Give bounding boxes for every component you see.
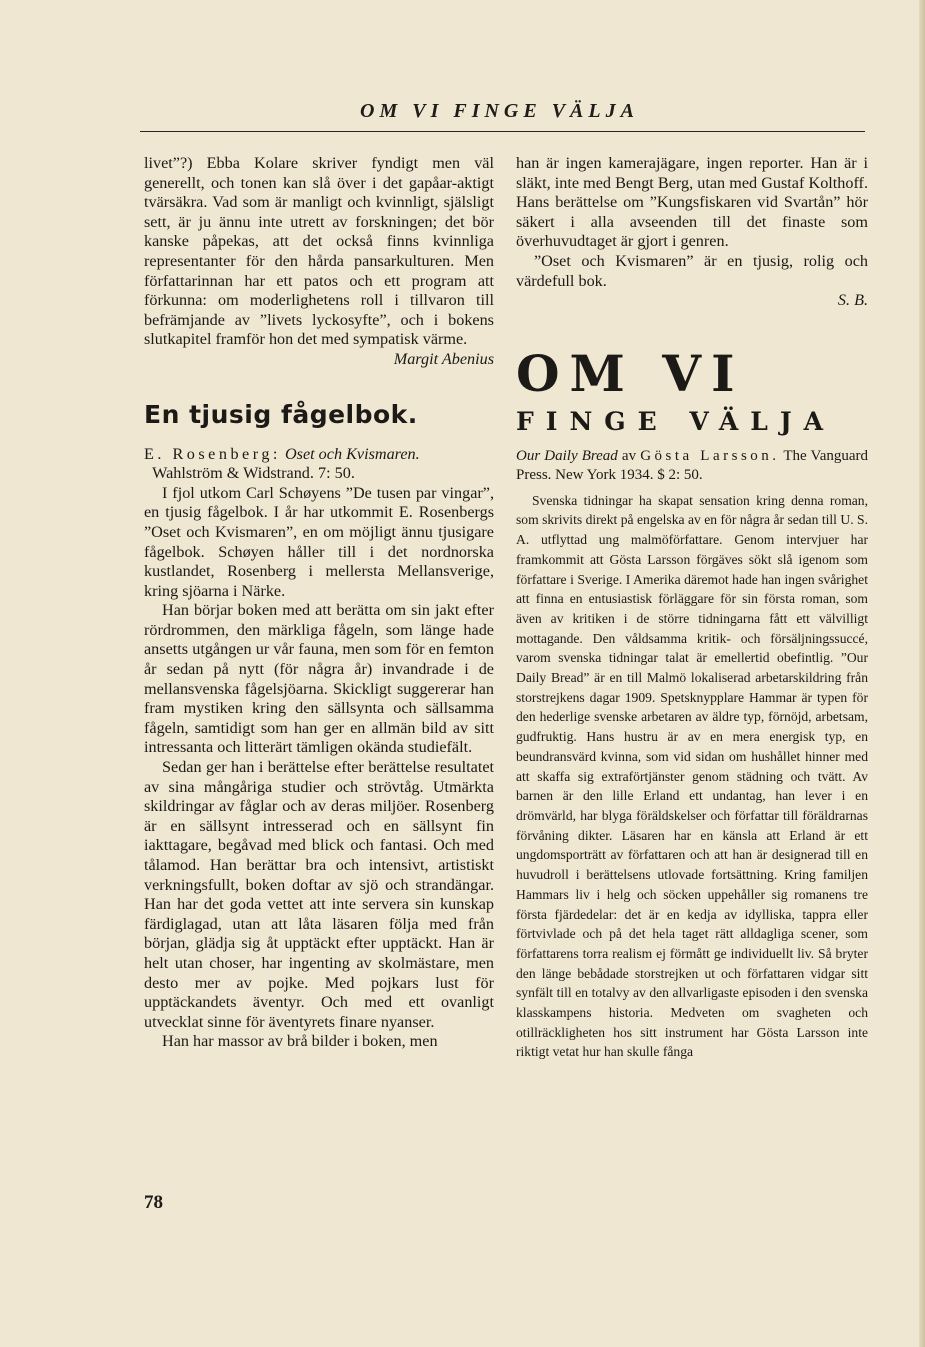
closing-line [516,252,868,291]
signature-line [516,291,868,311]
signature: S. B. [837,291,868,310]
continuation-paragraph: han är ingen kamerajägare, ingen reporter. Han är i släkt, inte med Bengt Berg, utan med Gustaf Kolthoff. Hans berättelse om ”Kungsfiskaren vid Svartån” hör säkert i alla avseenden till det finaste som överhuvudtaget är gjort i genren. [516,154,868,251]
signature-line [144,350,494,370]
body-paragraph: Han börjar boken med att berätta om sin jakt efter rördrommen, den märkliga fågeln, som länge hade ansetts utgången ur vår fauna, men som för en femton år sedan på nytt (för några år) invandrade i de mellansvenska fågelsjöarna. Skickligt suggererar han fram mystiken kring den sällsynta och sällsamma fågeln, samtidigt som han ger en allmän bild av sitt intressanta och litterärt tämligen okända studiefält. [144,601,494,757]
review-citation [144,445,494,484]
closing-paragraph: ”Oset och Kvismaren” är en tjusig, rolig och värdefull bok. [516,251,868,290]
book-citation [516,447,868,485]
page-number: 78 [144,1192,163,1213]
signature: Margit Abenius [393,349,494,368]
book-publisher: The Vanguard Press. New York 1934. $ 2: 50. [516,447,869,483]
book-title: Our Daily Bread [516,447,618,464]
review-author: E. Rosenberg: [144,444,281,463]
opening-paragraph: livet”?) Ebba Kolare skriver fyndigt men väl generellt, och tonen kan slå över i det gapåar-aktigt tvärsäkra. Vad som är manligt och kvinnligt, själsligt sett, är ju ännu inte utrett av forskningen; det bör kanske påpekas, att det också finns kvinnliga representanter för den hårda pansarkulturen. Men författarinnan har ett patos och ett program att förkunna: om moderlighetens roll i tillvaron till befrämjande av ”livets lyckosyfte”, och i bokens slutkapitel framför hon det med sympatisk värme. [144,154,494,349]
body-paragraph: Han har massor av brå bilder i boken, men [162,1032,438,1051]
section-title-line2: FINGE VÄLJA [516,406,836,436]
book-author: Gösta Larsson. [640,447,780,464]
page-edge [919,0,925,1347]
body-paragraph: Svenska tidningar ha skapat sensation kring denna roman, som skrivits direkt på engelska av en för några år sedan till U. S. A. utflyttad ung malmöförfattare. Genom intervjuer har framkommit att Gösta Larsson förgäves sökt slå igenom som författare i Sverige. I Amerika däremot hade han ingen svårighet att finna en entusiastisk förläggare för sin första roman, som även av kritiken i de större tidningarna fått ett välvilligt mottagande. Den våldsamma kritik- och försäljningssuccé, varom svenska tidningar talat är emellertid obefintlig. ”Our Daily Bread” är en till Malmö lokaliserad arbetarskildring från storstrejkens dagar 1909. Spetsknypplare Hammar är typen för den hederlige svenske arbetaren av äldre typ, förnöjd, arbetsam, gudfruktig. Hans hustru är av en mera energisk typ, en beundransvärd kvinna, som vid sidan om hushållet hinner med att skaffa sig extraförtjänster genom städning och tvätt. Av barnen är den lille Erland ett undantag, han lever i en drömvärld, har blyga föräldskelser och författar till föräldrarnas förvåning dikter. Läsaren har en känsla att Erland är ett ungdomsporträtt av författaren och att han är designerad till en huvudroll i berättelsens utlovade fortsättning. Kring familjen Hammars liv i helg och söcken uppehåller sig romanens tre första fjärdedelar: det är en kedja av idylliska, tappra eller förtvivlade och på det hela taget rätt alldagliga scener, som författarens torra realism ej förmått ge individuellt liv. Så bryter den länge bebådade storstrejken ut och författaren vidgar sitt synfält till en totalvy av den allvarligaste episoden i den svenska klasskampens historia. Medveten om svagheten och otillräckligheten hos sitt instrument har Gösta Larsson inte riktigt vetat hur han skulle fånga [516,492,868,1060]
right-column [516,154,868,1062]
running-head: OM VI FINGE VÄLJA [360,100,639,122]
review-title: Oset och Kvismaren. [284,444,420,463]
section-title-line1: OM VI [516,343,745,403]
book-by: av [621,447,637,464]
body-paragraph: Sedan ger han i berättelse efter berättelse resultatet av sina mångåriga studier och strövtåg. Utmärkta skildringar av fåglar och av deras miljöer. Rosenberg är en sällsynt intresserad och en sällsynt fin iakttagare, begåvad med blick och fantasi. Och med tålamod. Han berättar bra och intensivt, artistiskt verkningsfullt, boken doftar av sjö och strandängar. Han har det goda vettet att inte servera sin kunskap färdiglagad, utan att låta läsaren följa med från början, glädja sig åt upptäckt efter upptäckt. Han är helt utan choser, har ingenting av skolmästare, men desto mer av pojke. Med pojkars lust för upptäckandets äventyr. Och med ett ovanligt utvecklat sinne för äventyrets finare nyanser. [144,758,494,1031]
review-publisher: Wahlström & Widstrand. 7: 50. [152,464,355,483]
header-rule [140,131,865,132]
left-column [144,154,494,1052]
review-heading: En tjusig fågelbok. [144,399,418,429]
body-paragraph: I fjol utkom Carl Schøyens ”De tusen par vingar”, en tjusig fågelbok. I år har utkommit E. Rosenbergs ”Oset och Kvismaren”, en om möjligt ännu tjusigare fågelbok. Schøyen håller till i det nordnorska kustlandet, Rosenberg i mellersta Mellansverige, kring sjöarna i Närke. [144,483,494,600]
